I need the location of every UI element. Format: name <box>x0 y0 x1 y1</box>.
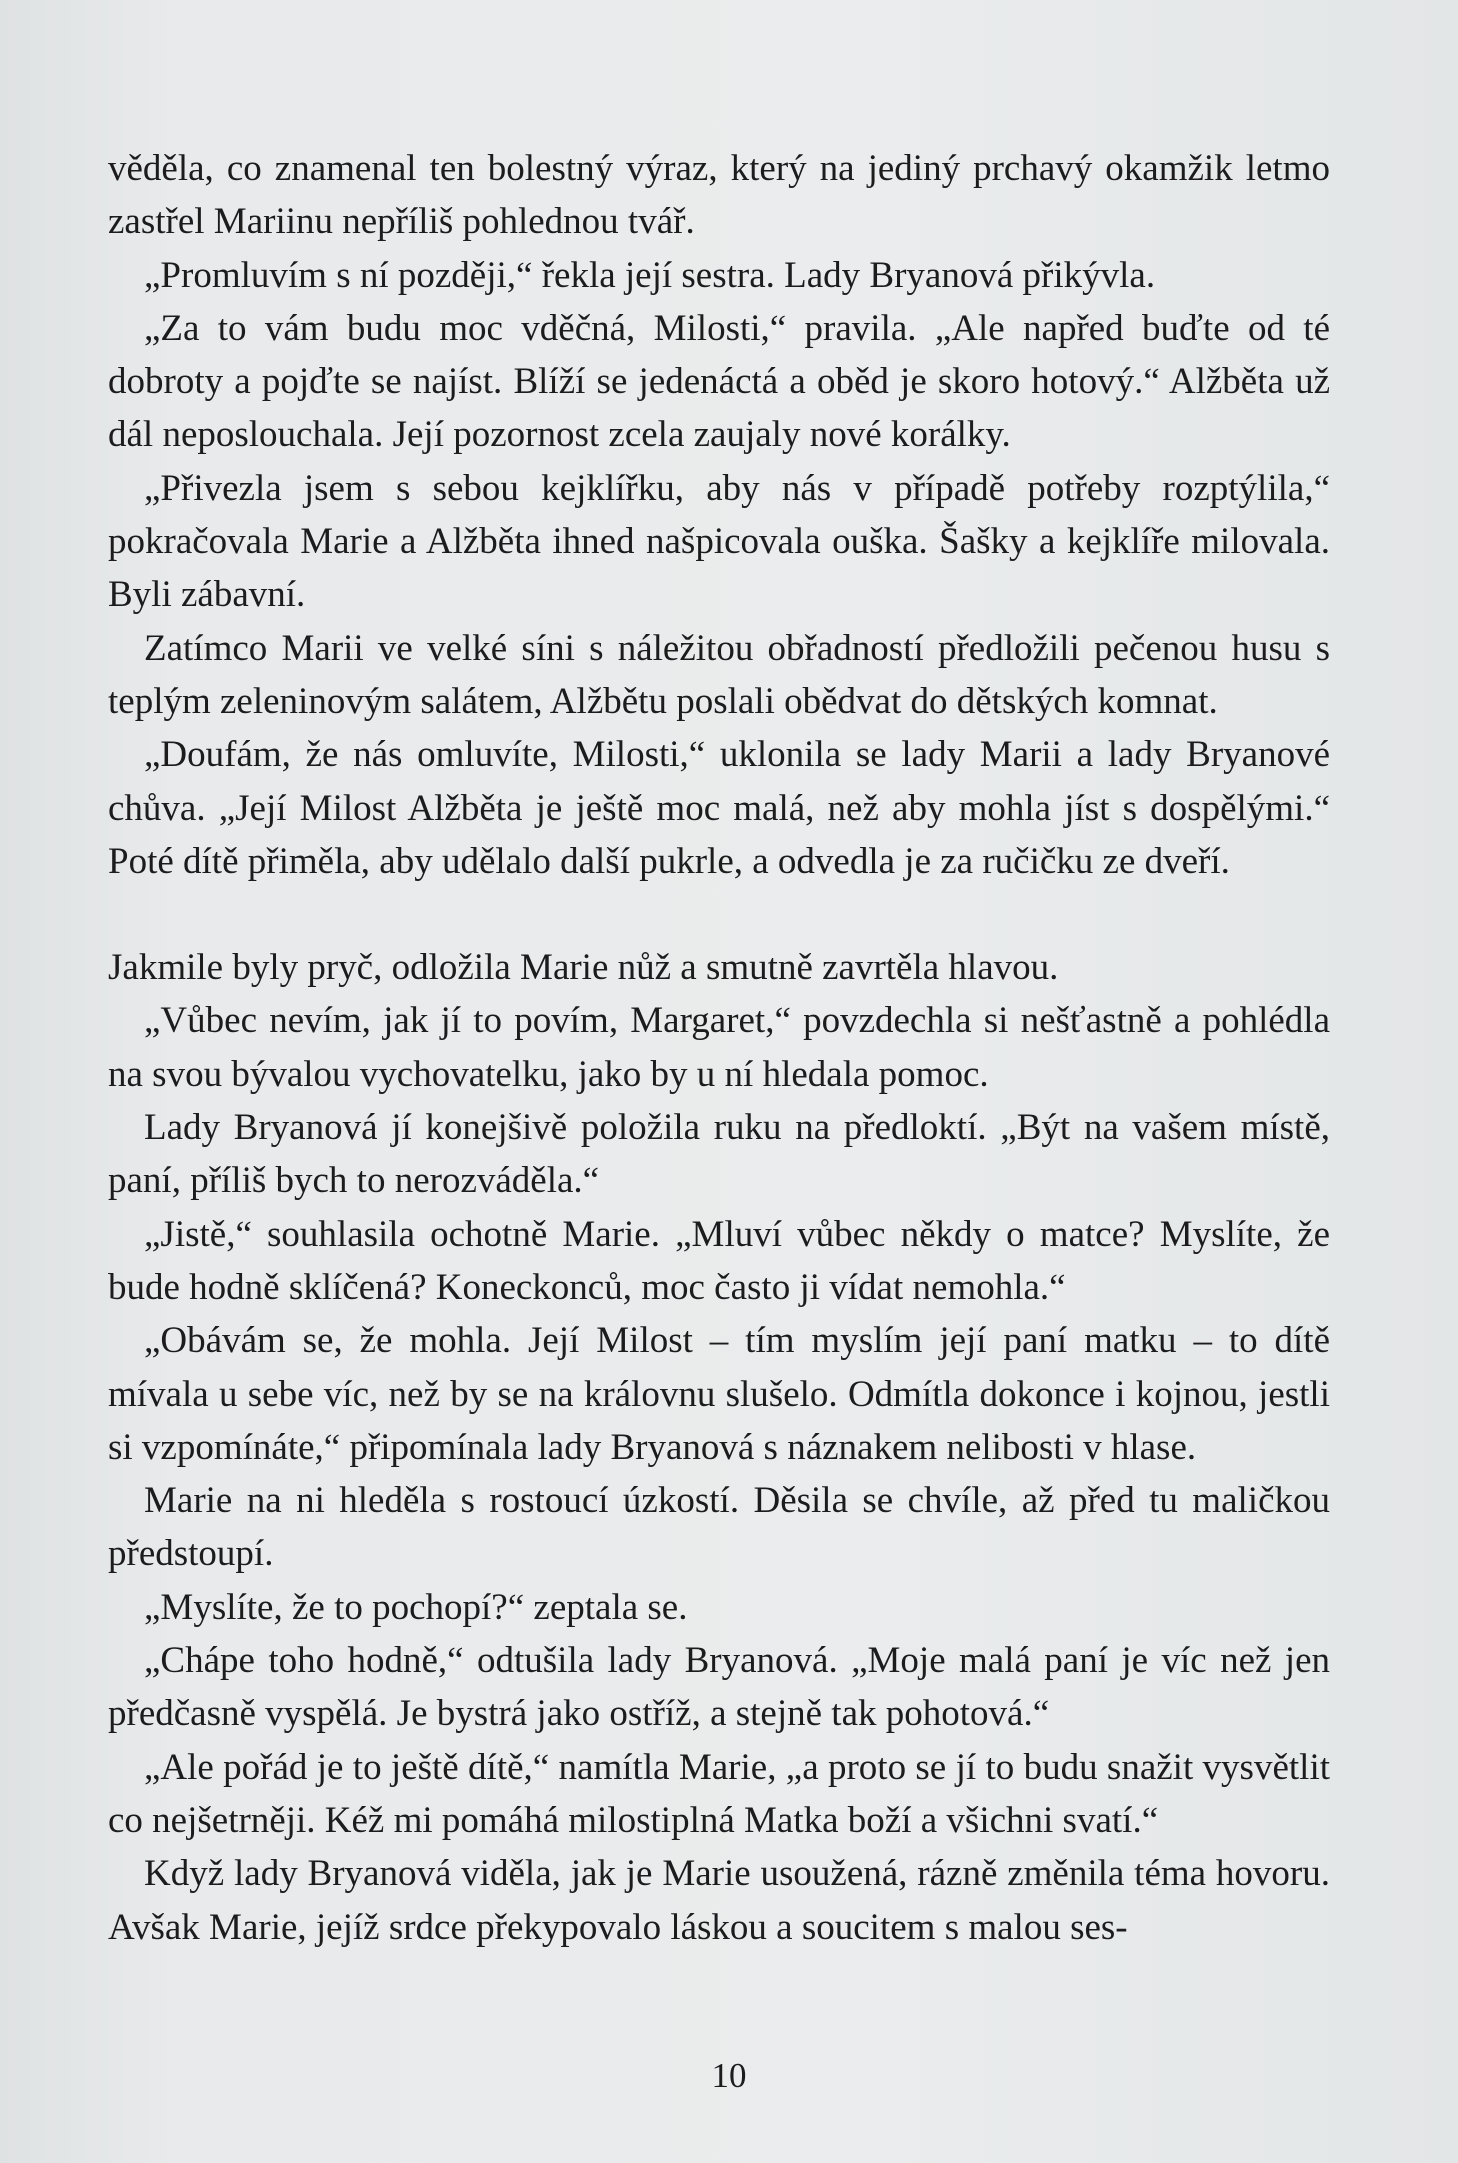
page-text <box>108 142 1330 1954</box>
paragraph: Marie na ni hleděla s rostoucí úzkostí. Děsila se chvíle, až před tu maličkou předstoupí. <box>108 1480 1330 1575</box>
paragraph: Když lady Bryanová viděla, jak je Marie usoužená, rázně změnila téma hovoru. Avšak Marie, jejíž srdce překypovalo láskou a soucitem s malou ses- <box>108 1853 1330 1948</box>
text-section-1 <box>108 142 1330 888</box>
paragraph: „Doufám, že nás omluvíte, Milosti,“ uklonila se lady Marii a lady Bryanové chůva. „Její Milost Alžběta je ještě moc malá, než aby mohla jíst s dospělými.“ Poté dítě přiměla, aby udělalo další pukrle, a odvedla je za ručičku ze dveří. <box>108 734 1330 882</box>
paragraph: věděla, co znamenal ten bolestný výraz, který na jediný prchavý okamžik letmo zastřel Mariinu nepříliš pohlednou tvář. <box>108 148 1330 243</box>
paragraph: „Vůbec nevím, jak jí to povím, Margaret,“ povzdechla si nešťastně a pohlédla na svou bývalou vychovatelku, jako by u ní hledala pomoc. <box>108 1000 1330 1095</box>
paragraph: Zatímco Marii ve velké síni s náležitou obřadností předložili pečenou husu s teplým zeleninovým salátem, Alžbětu poslali obědvat do dětských komnat. <box>108 627 1330 722</box>
section-break <box>108 888 1330 941</box>
paragraph: Lady Bryanová jí konejšivě položila ruku na předloktí. „Být na vašem místě, paní, příliš bych to nerozváděla.“ <box>108 1107 1330 1202</box>
paragraph: „Jistě,“ souhlasila ochotně Marie. „Mluví vůbec někdy o matce? Myslíte, že bude hodně sklíčená? Koneckonců, moc často ji vídat nemohla.“ <box>108 1213 1330 1308</box>
paragraph: „Ale pořád je to ještě dítě,“ namítla Marie, „a proto se jí to budu snažit vysvětlit co nejšetrněji. Kéž mi pomáhá milostiplná Matka boží a všichni svatí.“ <box>108 1746 1330 1841</box>
paragraph: „Myslíte, že to pochopí?“ zeptala se. <box>144 1586 688 1628</box>
paragraph: Jakmile byly pryč, odložila Marie nůž a smutně zavrtěla hlavou. <box>108 947 1059 989</box>
paragraph: „Obávám se, že mohla. Její Milost – tím myslím její paní matku – to dítě mívala u sebe víc, než by se na královnu slušelo. Odmítla dokonce i kojnou, jestli si vzpomínáte,“ připomínala lady Bryanová s náznakem nelibosti v hlase. <box>108 1320 1330 1468</box>
paragraph: „Promluvím s ní později,“ řekla její sestra. Lady Bryanová přikývla. <box>144 254 1156 296</box>
paragraph: „Chápe toho hodně,“ odtušila lady Bryanová. „Moje malá paní je víc než jen předčasně vyspělá. Je bystrá jako ostříž, a stejně tak pohotová.“ <box>108 1640 1330 1735</box>
paragraph: „Přivezla jsem s sebou kejklířku, aby nás v případě potřeby rozptýlila,“ pokračovala Marie a Alžběta ihned našpicovala ouška. Šašky a kejklíře milovala. Byli zábavní. <box>108 467 1330 616</box>
paragraph: „Za to vám budu moc vděčná, Milosti,“ pravila. „Ale napřed buďte od té dobroty a pojďte se najíst. Blíží se jedenáctá a oběd je skoro hotový.“ Alžběta už dál neposlouchala. Její pozornost zcela zaujaly nové korálky. <box>108 307 1330 456</box>
text-section-2 <box>108 941 1330 1954</box>
page-number: 10 <box>711 2056 747 2095</box>
